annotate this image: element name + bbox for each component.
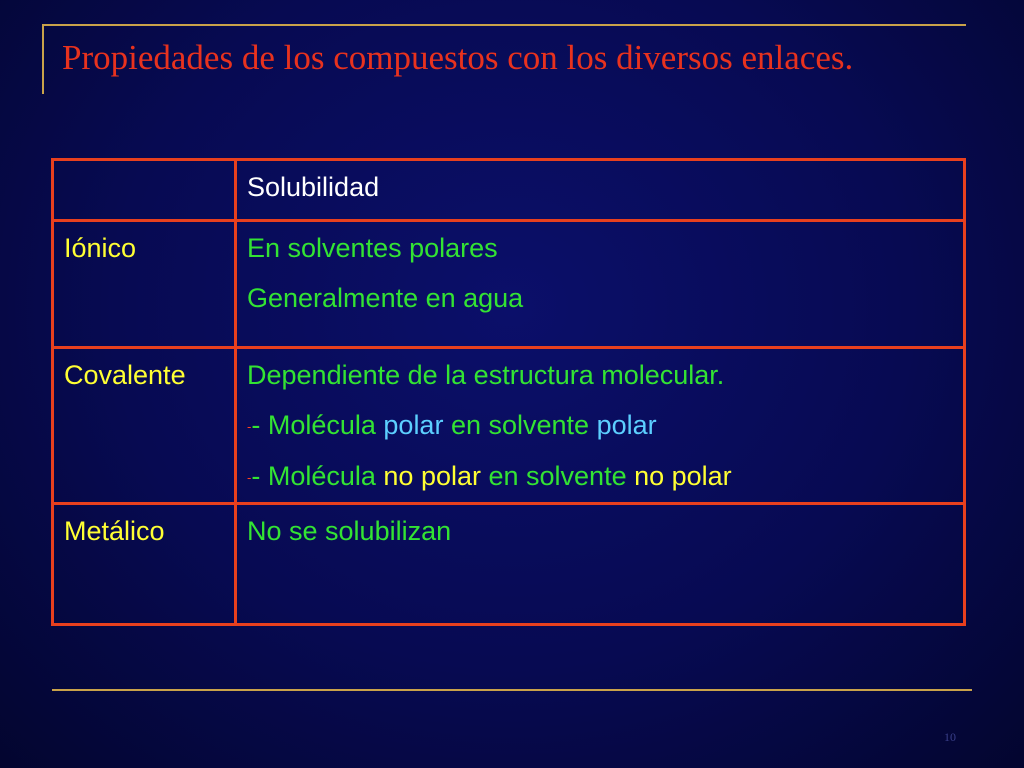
bullet-marker: - <box>247 419 252 435</box>
table-row <box>53 348 965 504</box>
row-label-covalente: Covalente <box>53 348 236 504</box>
covalente-line-1: Dependiente de la estructura molecular. <box>247 360 725 390</box>
molecule-text: Molécula <box>267 410 384 441</box>
cell-metalico-solubility <box>236 504 965 625</box>
table-row <box>53 504 965 625</box>
slide-title: Propiedades de los compuestos con los diversos enlaces. <box>62 38 854 77</box>
title-frame-left-line <box>42 24 44 94</box>
solvent-text: en solvente <box>443 410 597 441</box>
title-frame-top-line <box>42 24 966 26</box>
dash-text: - <box>251 460 268 491</box>
row-label-ionico: Iónico <box>53 221 236 348</box>
footer-rule <box>52 689 972 691</box>
dash-text: - <box>251 410 268 441</box>
page-number: 10 <box>944 730 956 744</box>
row-label-metalico: Metálico <box>53 504 236 625</box>
polar-highlight: polar <box>596 410 657 441</box>
covalente-line-3 <box>247 460 953 492</box>
header-solubilidad: Solubilidad <box>236 160 965 221</box>
nonpolar-highlight: no polar <box>634 460 732 491</box>
solvent-text: en solvente <box>480 460 635 491</box>
covalente-line-2 <box>247 409 953 441</box>
bullet-marker: - <box>247 469 252 485</box>
metalico-line-1: No se solubilizan <box>247 516 452 547</box>
ionico-line-2: Generalmente en agua <box>247 283 524 314</box>
polar-highlight: polar <box>383 410 444 441</box>
nonpolar-highlight: no polar <box>383 460 481 491</box>
ionico-line-1: En solventes polares <box>247 233 498 263</box>
header-corner-cell <box>53 160 236 221</box>
properties-table <box>51 158 966 626</box>
table-row <box>53 221 965 348</box>
cell-covalente-solubility <box>236 348 965 504</box>
molecule-text: Molécula <box>267 460 384 491</box>
table-header-row <box>53 160 965 221</box>
cell-ionico-solubility <box>236 221 965 348</box>
